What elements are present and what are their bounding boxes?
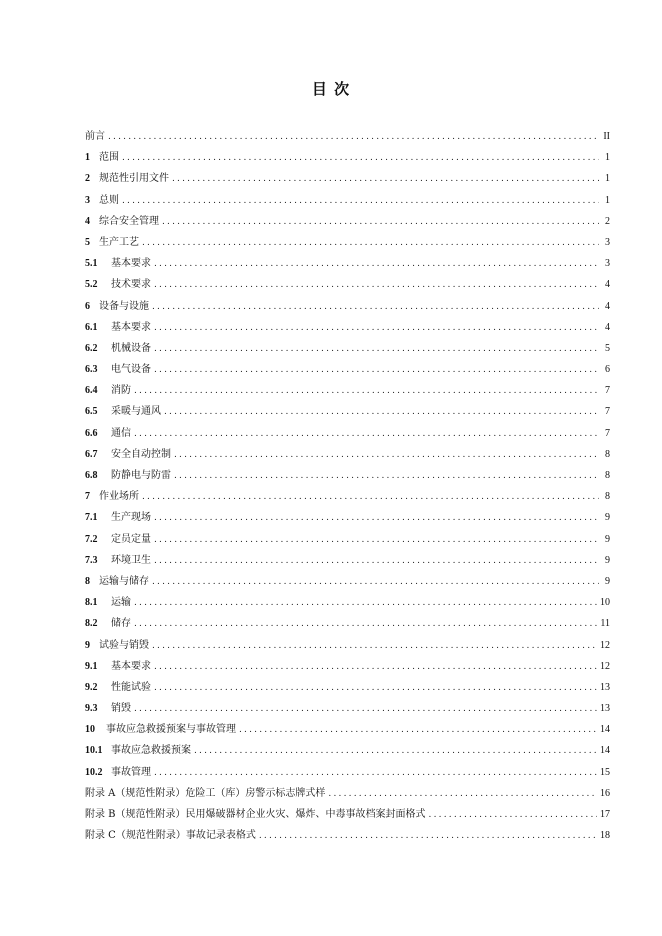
dot-leader (134, 593, 597, 614)
toc-entry-number: 1 (85, 152, 90, 164)
toc-entry[interactable] (85, 401, 610, 422)
toc-entry-page: 13 (600, 681, 610, 693)
toc-entry-page: 1 (605, 152, 610, 164)
toc-entry[interactable] (85, 613, 610, 634)
dot-leader (174, 445, 599, 466)
toc-entry[interactable] (85, 740, 610, 761)
toc-entry-number: 6.2 (85, 342, 98, 354)
toc-entry-page: 3 (605, 236, 610, 248)
toc-entry-page: 12 (600, 639, 610, 651)
toc-entry-number: 10.2 (85, 766, 103, 778)
toc-entry-title: 事故管理 (111, 766, 151, 778)
toc-entry-page: 4 (605, 279, 610, 291)
dot-leader (154, 339, 599, 360)
toc-entry-page: 9 (605, 512, 610, 524)
dot-leader (134, 424, 599, 445)
toc-entry-page: 17 (600, 809, 610, 820)
toc-entry-title: 规范性引用文件 (99, 173, 169, 185)
toc-entry[interactable] (85, 635, 610, 656)
toc-entry[interactable] (85, 190, 610, 211)
toc-entry-number: 5.2 (85, 279, 98, 291)
toc-entry[interactable] (85, 698, 610, 719)
dot-leader (108, 127, 599, 148)
dot-leader (154, 551, 599, 572)
toc-entry[interactable] (85, 444, 610, 465)
dot-leader (142, 487, 599, 508)
toc-entry-title: 环境卫生 (111, 554, 151, 566)
dot-leader (172, 169, 599, 190)
toc-entry[interactable] (85, 529, 610, 550)
dot-leader (154, 275, 599, 296)
toc-entry-page: 14 (600, 724, 610, 736)
toc-entry[interactable] (85, 486, 610, 507)
toc-entry-number: 7 (85, 491, 90, 503)
dot-leader (154, 657, 597, 678)
toc-entry-number: 7.1 (85, 512, 98, 524)
toc-entry-number: 6 (85, 300, 90, 312)
toc-entry[interactable] (85, 126, 610, 147)
toc-entry-number: 6.8 (85, 470, 98, 481)
toc-entry-number: 4 (85, 215, 90, 227)
toc-entry-title: 机械设备 (111, 342, 151, 354)
toc-entry-title: 运输 (111, 597, 131, 609)
dot-leader (152, 297, 599, 318)
toc-entry-page: 7 (605, 385, 610, 397)
dot-leader (154, 360, 599, 381)
toc-entry-title: 基本要求 (111, 258, 151, 270)
toc-entry-page: 13 (600, 703, 610, 715)
toc-entry-title: 总则 (99, 194, 119, 206)
toc-entry-number: 5 (85, 236, 90, 248)
toc-entry-title: 试验与销毁 (99, 639, 149, 651)
toc-entry-title: 设备与设施 (99, 300, 149, 312)
toc-entry-title: 基本要求 (111, 321, 151, 333)
toc-entry-page: 14 (600, 745, 610, 757)
toc-entry-page: 8 (605, 470, 610, 481)
toc-entry-number: 6.4 (85, 385, 98, 397)
toc-entry-title: 综合安全管理 (99, 215, 159, 227)
dot-leader (154, 254, 599, 275)
toc-entry[interactable] (85, 465, 610, 486)
toc-entry[interactable] (85, 274, 610, 295)
toc-entry-page: II (603, 131, 610, 142)
toc-entry[interactable] (85, 338, 610, 359)
dot-leader (122, 191, 599, 212)
toc-entry-title: 附录 B（规范性附录）民用爆破器材企业火灾、爆炸、中毒事故档案封面格式 (85, 809, 426, 820)
toc-entry-page: 9 (605, 575, 610, 587)
toc-entry-page: 6 (605, 364, 610, 376)
toc-entry-title: 销毁 (111, 703, 131, 715)
toc-entry[interactable] (85, 762, 610, 783)
toc-entry-page: 11 (600, 618, 610, 630)
dot-leader (429, 805, 597, 826)
dot-leader (259, 826, 597, 847)
dot-leader (134, 614, 597, 635)
toc-entry-title: 事故应急救援预案与事故管理 (106, 724, 236, 736)
toc-entry[interactable] (85, 168, 610, 189)
toc-entry[interactable] (85, 656, 610, 677)
toc-entry[interactable] (85, 232, 610, 253)
toc-entry-title: 储存 (111, 618, 131, 630)
toc-entry-title: 附录 A（规范性附录）危险工（库）房警示标志牌式样 (85, 787, 326, 799)
dot-leader (328, 784, 597, 805)
toc-entry-number: 9.3 (85, 703, 98, 715)
toc-entry-number: 9.2 (85, 681, 98, 693)
toc-entry-page: 9 (605, 554, 610, 566)
toc-entry-page: 12 (600, 660, 610, 672)
toc-entry[interactable] (85, 677, 610, 698)
toc-entry-title: 消防 (111, 385, 131, 397)
toc-entry-page: 8 (605, 448, 610, 460)
toc-entry[interactable] (85, 571, 610, 592)
toc-entry[interactable] (85, 783, 610, 804)
toc-entry-number: 7.2 (85, 533, 98, 545)
table-of-contents (85, 126, 610, 846)
dot-leader (134, 699, 597, 720)
toc-entry-number: 6.6 (85, 427, 98, 439)
toc-entry[interactable] (85, 211, 610, 232)
toc-entry-title: 防静电与防雷 (111, 470, 171, 481)
toc-entry-page: 4 (605, 321, 610, 333)
toc-entry-title: 运输与储存 (99, 575, 149, 587)
dot-leader (239, 720, 597, 741)
dot-leader (154, 678, 597, 699)
toc-entry-title: 范围 (99, 152, 119, 164)
toc-entry-page: 1 (605, 173, 610, 185)
page-title: 目 次 (311, 80, 351, 98)
toc-entry-number: 8.1 (85, 597, 98, 609)
dot-leader (154, 530, 599, 551)
toc-entry-title: 定员定量 (111, 533, 151, 545)
dot-leader (164, 402, 599, 423)
toc-entry-page: 5 (605, 342, 610, 354)
toc-entry-number: 7.3 (85, 554, 98, 566)
dot-leader (174, 466, 599, 487)
toc-entry-page: 3 (605, 258, 610, 270)
toc-entry[interactable] (85, 592, 610, 613)
toc-entry-number: 6.1 (85, 321, 98, 333)
toc-entry-page: 7 (605, 406, 610, 418)
toc-entry-title: 事故应急救援预案 (111, 745, 191, 757)
toc-entry-number: 6.7 (85, 448, 98, 460)
toc-entry[interactable] (85, 507, 610, 528)
dot-leader (194, 741, 597, 762)
toc-entry[interactable] (85, 825, 610, 846)
toc-entry-page: 2 (605, 215, 610, 227)
toc-entry-number: 10 (85, 724, 95, 736)
toc-entry-number: 5.1 (85, 258, 98, 270)
toc-entry-page: 7 (605, 427, 610, 439)
toc-entry-title: 基本要求 (111, 660, 151, 672)
toc-entry-title: 采暖与通风 (111, 406, 161, 418)
toc-entry[interactable] (85, 380, 610, 401)
dot-leader (152, 572, 599, 593)
toc-entry[interactable] (85, 719, 610, 740)
toc-entry-title: 电气设备 (111, 364, 151, 376)
toc-entry-number: 3 (85, 194, 90, 206)
toc-entry-title: 生产现场 (111, 512, 151, 524)
toc-entry-number: 6.3 (85, 364, 98, 376)
toc-entry-number: 8 (85, 575, 90, 587)
toc-entry-title: 附录 C（规范性附录）事故记录表格式 (85, 830, 256, 842)
toc-entry[interactable] (85, 359, 610, 380)
toc-entry-number: 2 (85, 173, 90, 185)
toc-entry[interactable] (85, 317, 610, 338)
dot-leader (154, 763, 597, 784)
toc-entry-title: 性能试验 (111, 681, 151, 693)
toc-entry-number: 6.5 (85, 406, 98, 418)
toc-entry-page: 4 (605, 300, 610, 312)
toc-entry-page: 9 (605, 533, 610, 545)
toc-entry-title: 前言 (85, 131, 105, 142)
toc-entry-title: 作业场所 (99, 491, 139, 503)
toc-entry-page: 8 (605, 491, 610, 503)
toc-entry[interactable] (85, 550, 610, 571)
toc-entry[interactable] (85, 147, 610, 168)
toc-entry-title: 安全自动控制 (111, 448, 171, 460)
dot-leader (152, 636, 597, 657)
toc-entry-page: 10 (600, 597, 610, 609)
toc-entry-title: 通信 (111, 427, 131, 439)
toc-entry-page: 18 (600, 830, 610, 842)
toc-entry-number: 8.2 (85, 618, 98, 630)
toc-entry-number: 10.1 (85, 745, 103, 757)
dot-leader (162, 212, 599, 233)
dot-leader (134, 381, 599, 402)
dot-leader (122, 148, 599, 169)
toc-entry[interactable] (85, 253, 610, 274)
dot-leader (154, 318, 599, 339)
toc-entry[interactable] (85, 296, 610, 317)
toc-entry-page: 16 (600, 787, 610, 799)
dot-leader (154, 508, 599, 529)
toc-entry[interactable] (85, 804, 610, 825)
toc-entry[interactable] (85, 423, 610, 444)
toc-entry-page: 1 (605, 194, 610, 206)
toc-entry-title: 技术要求 (111, 279, 151, 291)
dot-leader (142, 233, 599, 254)
toc-entry-number: 9.1 (85, 660, 98, 672)
toc-entry-page: 15 (600, 766, 610, 778)
toc-entry-title: 生产工艺 (99, 236, 139, 248)
toc-entry-number: 9 (85, 639, 90, 651)
